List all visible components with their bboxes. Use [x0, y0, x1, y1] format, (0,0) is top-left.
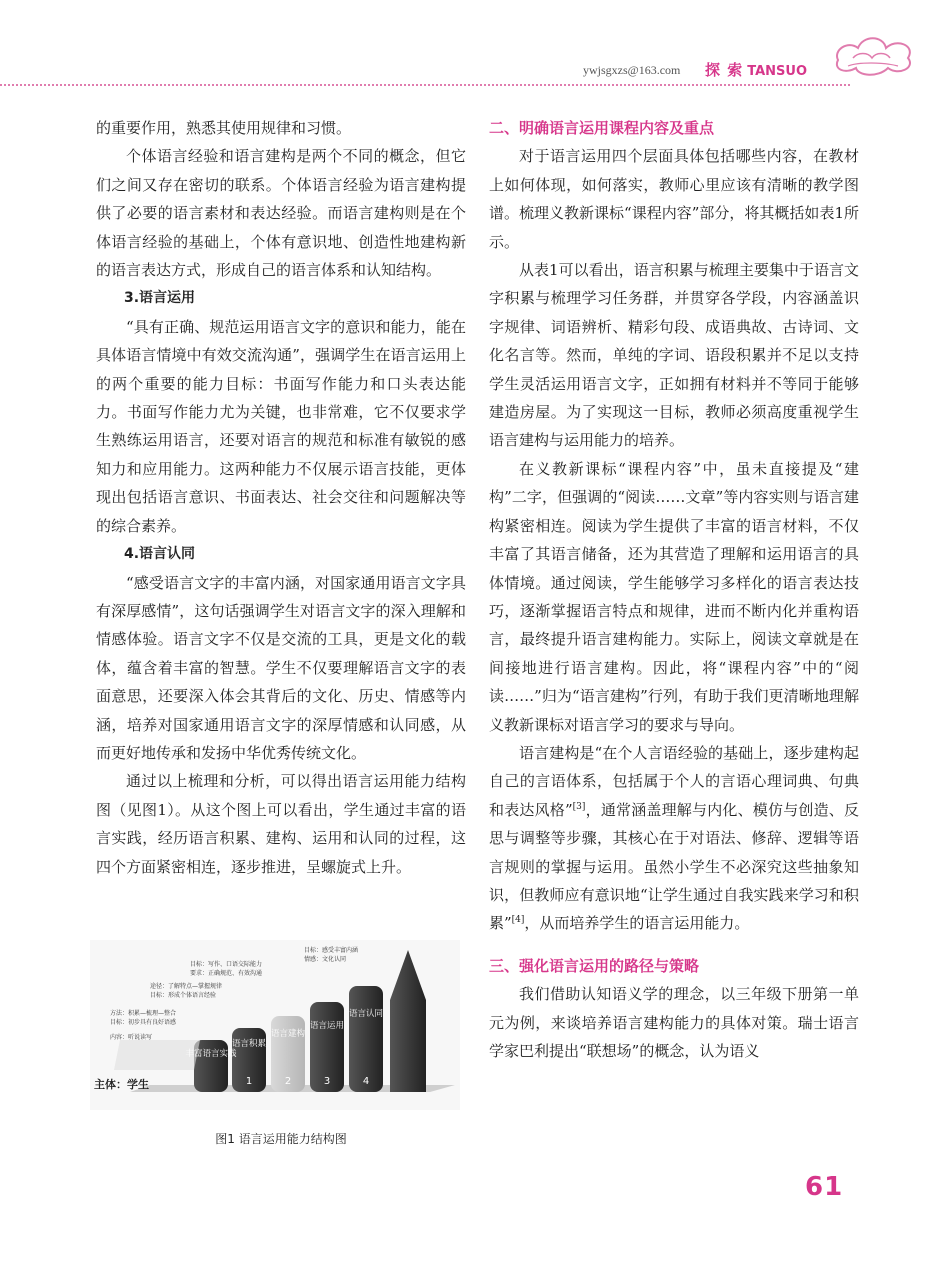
figure-annotation: 内容：听说读写	[110, 1034, 153, 1041]
citation: [3]	[572, 801, 586, 812]
paragraph: 的重要作用，熟悉其使用规律和习惯。	[96, 119, 352, 137]
figure-step-label: 语言认同	[348, 1009, 384, 1019]
page-number: 61	[805, 1172, 844, 1202]
figure-step-number: 2	[284, 1076, 292, 1087]
figure-annotation: 目标：写作、口语交际能力	[190, 961, 263, 968]
spacer	[489, 938, 859, 952]
cloud-logo-icon	[828, 30, 918, 80]
figure-step-number: 4	[362, 1076, 370, 1087]
paragraph: “具有正确、规范运用语言文字的意识和能力，能在具体语言情境中有效交流沟通”，强调学生在语言运用上的两个重要的能力目标：书面写作能力和口头表达能力。书面写作能力尤为关键，也非常难，它不仅要求学生熟练运用语言，还要对语言的规范和标准有敏锐的感知力和应用能力。这两种能力不仅展示语言技能，更体现出包括语言意识、书面表达、社会交往和问题解决等的综合素养。	[96, 317, 466, 535]
section-heading: 4.语言认同	[124, 546, 196, 563]
figure-step-number: 1	[245, 1076, 253, 1087]
figure-step-label: 语言运用	[309, 1021, 345, 1031]
figure-step-label: 丰富语言实践	[185, 1049, 237, 1059]
header-divider	[0, 84, 850, 86]
figure-annotation: 要求：正确规范、有效沟通	[190, 970, 263, 977]
left-column	[96, 114, 466, 881]
paragraph: 语言建构是“在个人言语经验的基础上，逐步建构起自己的言语体系，包括属于个人的言语心理词典、句典和表达风格”[3]，通常涵盖理解与内化、模仿与创造、反思与调整等步骤，其核心在于对语法、修辞、逻辑等语言规则的掌握与运用。虽然小学生不必深究这些抽象知识，但教师应有意识地“让学生通过自我实践来学习和积累”[4]，从而培养学生的语言运用能力。	[489, 743, 859, 933]
paragraph: 从表1可以看出，语言积累与梳理主要集中于语言文字积累与梳理学习任务群，并贯穿各学段，内容涵盖识字规律、词语辨析、精彩句段、成语典故、古诗词、文化名言等。然而，单纯的字词、语段积累并不足以支持学生灵活运用语言文字，正如拥有材料并不等同于能够建造房屋。为了实现这一目标，教师必须高度重视学生语言建构与运用能力的培养。	[489, 261, 859, 450]
figure-subject: 主体：学生	[94, 1078, 149, 1091]
header-brand	[705, 59, 807, 80]
header-email: ywjsgxzs@163.com	[583, 63, 681, 77]
section-title: 二、明确语言运用课程内容及重点	[489, 119, 715, 137]
paragraph: 对于语言运用四个层面具体包括哪些内容，在教材上如何体现，如何落实，教师心里应该有清晰的教学图谱。梳理义教新课标“课程内容”部分，将其概括如表1所示。	[489, 147, 859, 251]
paragraph: “感受语言文字的丰富内涵，对国家通用语言文字具有深厚感情”，这句话强调学生对语言文字的深入理解和情感体验。语言文字不仅是交流的工具，更是文化的载体，蕴含着丰富的智慧。学生不仅要理解语言文字的表面意思，还要深入体会其背后的文化、历史、情感等内涵，培养对国家通用语言文字的深厚情感和认同感，从而更好地传承和发扬中华优秀传统文化。	[96, 573, 466, 762]
figure-annotation: 目标：形成个体语言经验	[150, 992, 217, 999]
section-heading: 3.语言运用	[124, 290, 196, 307]
paragraph: 个体语言经验和语言建构是两个不同的概念，但它们之间又存在密切的联系。个体语言经验为语言建构提供了必要的语言素材和表达经验。而语言建构则是在个体语言经验的基础上，个体有意识地、创造性地建构新的语言表达方式，形成自己的语言体系和认知结构。	[96, 147, 466, 280]
figure-caption: 图1 语言运用能力结构图	[215, 1132, 347, 1146]
paragraph: 我们借助认知语义学的理念，以三年级下册第一单元为例，来谈培养语言建构能力的具体对策。瑞士语言学家巴利提出“联想场”的概念，认为语义	[489, 985, 859, 1060]
figure-annotation: 目标：初步具有良好语感	[110, 1019, 177, 1026]
figure-step-label: 语言建构	[270, 1029, 306, 1039]
figure-step-number: 3	[323, 1076, 331, 1087]
figure-step-label: 语言积累	[231, 1039, 267, 1049]
brand-en: TANSUO	[747, 64, 808, 79]
figure-annotation: 方法：积累—梳理—整合	[110, 1010, 177, 1017]
paragraph: 在义教新课标“课程内容”中，虽未直接提及“建构”二字，但强调的“阅读……文章”等内容实则与语言建构紧密相连。阅读为学生提供了丰富的语言材料，不仅丰富了其语言储备，还为其营造了理解和运用语言的具体情境。通过阅读，学生能够学习多样化的语言表达技巧，逐渐掌握语言特点和规律，进而不断内化并重构语言，最终提升语言建构能力。实际上，阅读文章就是在间接地进行语言建构。因此，将“课程内容”中的“阅读……”归为“语言建构”行列，有助于我们更清晰地理解义教新课标对语言学习的要求与导向。	[489, 459, 859, 734]
figure-annotation: 途径：了解特点—掌握规律	[150, 983, 223, 990]
right-column	[489, 114, 859, 1065]
figure-annotation: 目标：感受丰富内涵	[304, 947, 359, 954]
citation: [4]	[511, 915, 525, 926]
paragraph: 通过以上梳理和分析，可以得出语言运用能力结构图（见图1）。从这个图上可以看出，学生通过丰富的语言实践，经历语言积累、建构、运用和认同的过程，这四个方面紧密相连，逐步推进，呈螺旋式上升。	[96, 772, 466, 876]
structure-figure	[90, 940, 460, 1110]
figure-annotation: 情感：文化认同	[304, 956, 347, 963]
section-title: 三、强化语言运用的路径与策略	[489, 956, 700, 975]
brand-cn: 探 索	[705, 61, 744, 79]
